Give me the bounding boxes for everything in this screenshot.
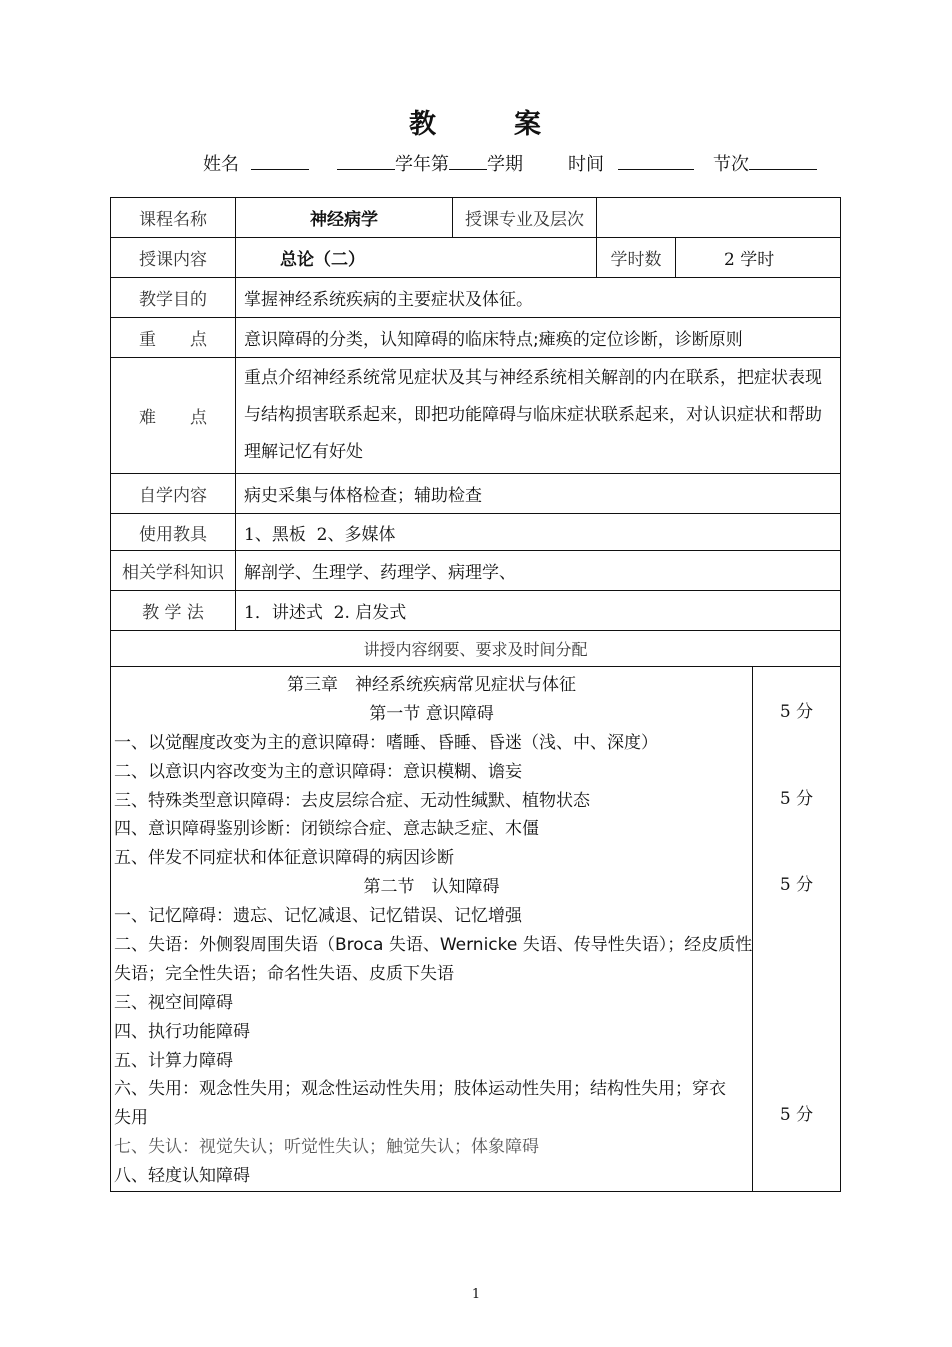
outline-line: 八、轻度认知障碍 <box>114 1166 250 1187</box>
year-label: 学年第 <box>395 154 449 175</box>
outline-line: 二、失语：外侧裂周围失语（Broca 失语、Wernicke 失语、传导性失语）；经皮质性 <box>114 935 753 956</box>
section-title: 第二节 认知障碍 <box>363 877 500 898</box>
name-blank <box>251 151 309 170</box>
row-outline-header <box>111 631 841 667</box>
tools-item-1: 黑板 <box>271 524 306 545</box>
year-field <box>337 150 523 176</box>
self-study-label: 自学内容 <box>111 474 236 514</box>
method-num-2: 2. <box>333 603 350 623</box>
name-field <box>203 150 309 176</box>
major-label: 授课专业及层次 <box>453 198 597 238</box>
tools-item-2: 多媒体 <box>344 524 396 545</box>
row-course-name <box>111 198 841 238</box>
page-number: 1 <box>471 1287 481 1302</box>
outline-line: 四、意识障碍鉴别诊断：闭锁综合症、意志缺乏症、木僵 <box>114 819 539 840</box>
method-item-1: 讲述式 <box>271 603 323 623</box>
tools-label: 使用教具 <box>111 514 236 551</box>
outline-line: 一、以觉醒度改变为主的意识障碍：嗜睡、昏睡、昏迷（浅、中、深度） <box>114 732 658 753</box>
row-key <box>111 318 841 358</box>
key-value: 意识障碍的分类，认知障碍的临床特点;瘫痪的定位诊断，诊断原则 <box>236 318 841 358</box>
outline-content <box>111 667 753 1192</box>
row-tools <box>111 514 841 551</box>
difficulty-line: 理解记忆有好处 <box>244 442 363 462</box>
time-value: 5 分 <box>779 1105 814 1125</box>
key-label: 重 点 <box>111 318 236 358</box>
goal-value: 掌握神经系统疾病的主要症状及体征。 <box>236 278 841 318</box>
course-name-value: 神经病学 <box>236 198 453 238</box>
content-value: 总论（二） <box>236 238 597 278</box>
row-related <box>111 551 841 591</box>
difficulty-line: 重点介绍神经系统常见症状及其与神经系统相关解剖的内在联系，把症状表现 <box>244 368 822 388</box>
time-blank <box>618 151 694 170</box>
method-num-1: 1． <box>244 603 272 623</box>
course-name-label: 课程名称 <box>111 198 236 238</box>
outline-line: 六、失用：观念性失用；观念性运动性失用；肢体运动性失用；结构性失用；穿衣 <box>114 1079 726 1100</box>
tools-num-2: 2、 <box>316 524 345 545</box>
year-blank <box>337 151 395 170</box>
goal-label: 教学目的 <box>111 278 236 318</box>
outline-line: 失用 <box>114 1108 148 1129</box>
row-self-study <box>111 474 841 514</box>
title-char-2: 案 <box>514 109 543 140</box>
content-label: 授课内容 <box>111 238 236 278</box>
row-content <box>111 238 841 278</box>
row-outline <box>111 667 841 1192</box>
time-value: 5 分 <box>779 789 814 809</box>
method-label: 教 学 法 <box>111 591 236 631</box>
time-allocation <box>753 667 841 1192</box>
page-title <box>0 102 952 141</box>
tools-num-1: 1、 <box>244 524 272 545</box>
time-field <box>568 150 694 176</box>
row-goal <box>111 278 841 318</box>
method-value <box>236 591 841 631</box>
difficulty-label: 难 点 <box>111 358 236 474</box>
time-value: 5 分 <box>779 875 814 895</box>
row-difficulty <box>111 358 841 474</box>
difficulty-value <box>236 358 841 474</box>
chapter-title: 第三章 神经系统疾病常见症状与体征 <box>287 675 576 695</box>
outline-line: 三、特殊类型意识障碍：去皮层综合症、无动性缄默、植物状态 <box>114 790 590 811</box>
outline-line: 三、视空间障碍 <box>114 992 233 1013</box>
difficulty-line: 与结构损害联系起来，即把功能障碍与临床症状联系起来，对认识症状和帮助 <box>244 405 822 425</box>
hours-value: 2 学时 <box>676 238 841 278</box>
related-value: 解剖学、生理学、药理学、病理学、 <box>236 551 841 591</box>
related-label: 相关学科知识 <box>111 551 236 591</box>
outline-line: 四、执行功能障碍 <box>114 1021 250 1042</box>
major-value <box>597 198 841 238</box>
outline-line: 五、伴发不同症状和体征意识障碍的病因诊断 <box>114 848 454 869</box>
session-label: 节次 <box>713 154 749 175</box>
row-method <box>111 591 841 631</box>
session-blank <box>749 151 817 170</box>
time-value: 5 分 <box>779 702 814 722</box>
term-label: 学期 <box>487 154 523 175</box>
outline-header: 讲授内容纲要、要求及时间分配 <box>111 631 841 667</box>
method-item-2: 启发式 <box>355 603 407 623</box>
self-study-value: 病史采集与体格检查；辅助检查 <box>236 474 841 514</box>
outline-line: 七、失认：视觉失认；听觉性失认；触觉失认；体象障碍 <box>114 1137 539 1158</box>
time-label: 时间 <box>568 154 604 175</box>
title-char-1: 教 <box>409 109 438 140</box>
lesson-plan-table <box>110 197 841 1192</box>
section-title: 第一节 意识障碍 <box>369 703 494 724</box>
hours-label: 学时数 <box>597 238 676 278</box>
session-field <box>713 150 817 176</box>
name-label: 姓名 <box>203 154 239 175</box>
outline-line: 一、记忆障碍：遗忘、记忆减退、记忆错误、记忆增强 <box>114 906 522 927</box>
term-blank <box>449 151 487 170</box>
outline-line: 二、以意识内容改变为主的意识障碍：意识模糊、谵妄 <box>114 761 522 782</box>
tools-value <box>236 514 841 551</box>
outline-line: 五、计算力障碍 <box>114 1050 233 1071</box>
outline-line: 失语；完全性失语；命名性失语、皮质下失语 <box>114 963 454 984</box>
